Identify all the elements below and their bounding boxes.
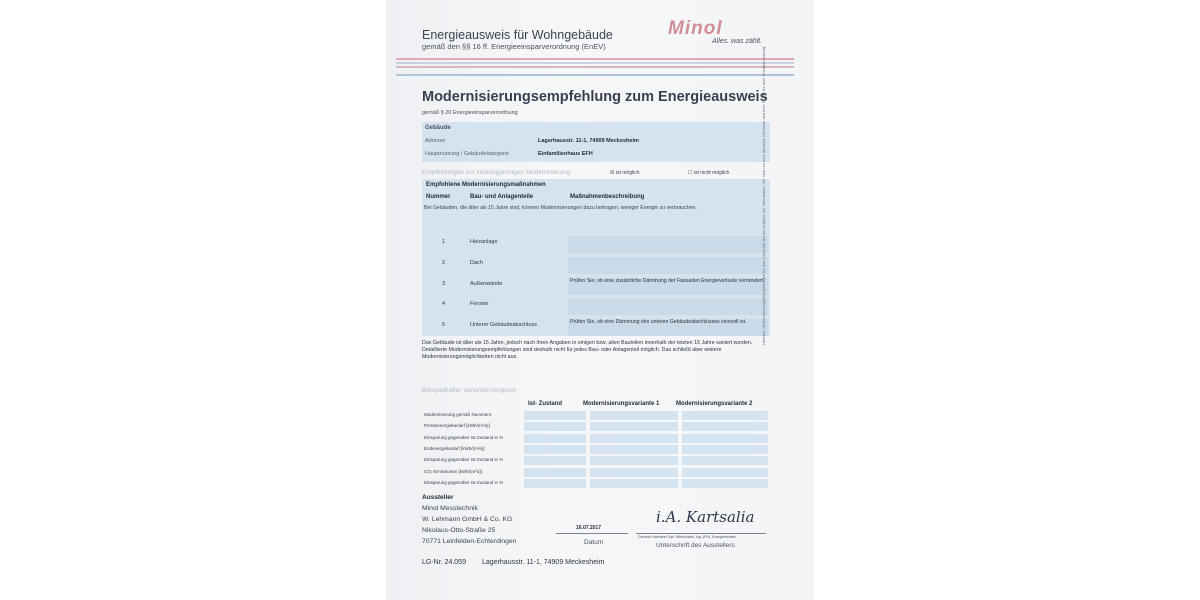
comparison-cell	[590, 479, 678, 488]
comparison-row-label: Einsparung gegenüber Ist-Zustand in %	[424, 457, 504, 463]
comparison-row	[422, 444, 768, 455]
measure-row	[424, 278, 768, 296]
divider-stripe-blue-2	[396, 74, 794, 76]
signature-line	[636, 533, 766, 534]
measure-row	[424, 257, 768, 275]
measure-row	[424, 319, 768, 337]
comparison-cell	[590, 468, 678, 477]
comparison-cell	[682, 445, 768, 454]
comparison-row-label: Modernisierung gemäß Nummern:	[424, 412, 493, 417]
comparison-row	[422, 467, 768, 478]
address-label: Adresse	[425, 138, 446, 144]
comparison-row	[422, 421, 768, 432]
comparison-cell	[590, 411, 678, 420]
comparison-cell	[524, 445, 586, 454]
signer-name: Dominik Hofmann Dipl.-Wirtschafts.-Ing. (FH), Energieberater	[638, 535, 736, 539]
measure-desc-cell	[568, 236, 768, 253]
comparison-cell	[524, 479, 586, 488]
measure-part: Unterer Gebäudeabschluss	[470, 322, 537, 328]
date-label: Datum	[584, 539, 604, 546]
measure-part: Außenwände	[470, 281, 503, 287]
comparison-cell	[524, 434, 586, 443]
measure-description: Prüfen Sie, ob eine Dämmung des unteren Gebäudeabschlusses sinnvoll ist.	[570, 319, 747, 325]
comparison-cell	[682, 468, 768, 477]
measure-part: Fenster	[470, 301, 489, 307]
comparison-cell	[524, 411, 586, 420]
comparison-row-label: Endenergiebedarf [kWh/(m²a)]	[424, 445, 485, 451]
comparison-cell	[682, 456, 768, 465]
measure-part: Heizanlage	[470, 239, 498, 245]
comparison-cell	[590, 422, 678, 431]
document-page	[386, 0, 814, 600]
document-subtitle: gemäß § 20 Energieeinsparverordnung	[422, 110, 518, 116]
issuer-label: Aussteller	[422, 494, 454, 501]
recommendation-title: Empfehlungen zur kostengünstigen Modernisierung	[422, 169, 571, 176]
measures-note: Das Gebäude ist älter als 15 Jahre, jedoch nach ihren Angaben in einigen bzw. allen Bauteilen innerhalb der letzten 15 Jahre saniert worden. Detaillierte Modernisierungsempfehlungen sind deshalb nicht für jedes Bau- oder Anlagenteil möglich. Das schließt aber weitere Modernisierungsmöglichkeiten nicht aus.	[422, 340, 753, 360]
comparison-row-label: Einsparung gegenüber Ist-Zustand in %	[424, 479, 504, 485]
comparison-cell	[682, 434, 768, 443]
date-value: 16.07.2017	[576, 525, 602, 531]
divider-stripe-blue	[396, 62, 794, 64]
measure-row	[424, 298, 768, 316]
issuer-line: Minol Messtechnik	[422, 505, 478, 512]
option-not-possible: ☐ ist nicht möglich	[688, 170, 730, 176]
comparison-cell	[524, 468, 586, 477]
col-description-header: Maßnahmenbeschreibung	[570, 194, 645, 200]
minol-logo: Minol	[668, 18, 723, 39]
footer-reg-number: LG-Nr. 24.059	[422, 559, 466, 566]
header-title: Energieausweis für Wohngebäude	[422, 28, 613, 42]
issuer-line: Nikolaus-Otto-Straße 25	[422, 527, 496, 534]
logo-slogan: Alles. was zählt.	[712, 38, 763, 45]
comparison-row	[422, 478, 768, 489]
comparison-title: Beispielhafter Variantenvergleich	[422, 387, 517, 394]
address-value: Lagerhausstr. 11-1, 74909 Meckesheim	[538, 138, 639, 144]
col-variant1-header: Modernisierungsvariante 1	[583, 401, 660, 407]
measure-row	[424, 236, 768, 254]
signature: i.A. Kartsalia	[656, 508, 755, 526]
comparison-row	[422, 410, 768, 421]
comparison-row	[422, 433, 768, 444]
measure-number: 3	[442, 281, 446, 287]
option-possible: ☒ ist möglich	[610, 170, 640, 176]
side-note: Hinweis: Modernisierungsempfehlungen für das Gebäude dienen lediglich der Information. Sie sind nur kurz gefasste Hinweise und kein Ersatz für eine Energieberatung.	[761, 45, 766, 345]
comparison-row	[422, 455, 768, 466]
measure-number: 2	[442, 260, 446, 266]
building-section-label: Gebäude	[425, 125, 451, 131]
category-label: Hauptnutzung / Gebäudekategorie	[425, 151, 510, 157]
comparison-cell	[590, 445, 678, 454]
signature-label: Unterschrift des Ausstellers	[656, 542, 735, 549]
measures-intro: Bei Gebäuden, die älter als 15 Jahre sind, können Modernisierungen dazu beitragen, weniger Energie zu verbrauchen.	[424, 205, 697, 211]
date-line	[556, 533, 628, 534]
comparison-cell	[590, 434, 678, 443]
measure-desc-cell	[568, 257, 768, 274]
header-subtitle: gemäß den §§ 16 ff. Energieeinsparverordnung (EnEV)	[422, 42, 606, 51]
comparison-row-label: Primärenergiebedarf [kWh/(m²a)]	[424, 423, 490, 429]
col-current-header: Ist- Zustand	[528, 401, 562, 407]
measures-title: Empfohlene Modernisierungsmaßnahmen	[426, 182, 546, 188]
measure-number: 5	[442, 322, 446, 328]
comparison-cell	[524, 422, 586, 431]
comparison-row-label: Einsparung gegenüber Ist-Zustand in %	[424, 434, 504, 440]
comparison-cell	[682, 411, 768, 420]
footer-address: Lagerhausstr. 11-1, 74909 Meckesheim	[482, 559, 605, 566]
divider-stripe-pink	[396, 58, 794, 60]
measure-description: Prüfen Sie, ob eine zusätzliche Dämmung der Fassaden Energieverluste vermindert.	[570, 278, 765, 284]
measure-number: 1	[442, 239, 446, 245]
issuer-line: 70771 Leinfelden-Echterdingen	[422, 538, 517, 545]
document-title: Modernisierungsempfehlung zum Energieausweis	[422, 89, 768, 105]
divider-stripe-pink-2	[396, 66, 794, 68]
issuer-line: W. Lehmann GmbH & Co. KG	[422, 516, 513, 523]
comparison-cell	[682, 479, 768, 488]
measure-number: 4	[442, 301, 446, 307]
category-value: Einfamilienhaus EFH	[538, 151, 593, 157]
comparison-cell	[590, 456, 678, 465]
comparison-row-label: CO₂-Emissionen [kWh/(m²a)]	[424, 468, 483, 474]
col-variant2-header: Modernisierungsvariante 2	[676, 401, 753, 407]
measure-part: Dach	[470, 260, 483, 266]
comparison-cell	[682, 422, 768, 431]
col-part-header: Bau- und Anlagenteile	[470, 194, 534, 200]
measure-desc-cell	[568, 298, 768, 315]
comparison-cell	[524, 456, 586, 465]
col-number-header: Nummer	[426, 194, 451, 200]
